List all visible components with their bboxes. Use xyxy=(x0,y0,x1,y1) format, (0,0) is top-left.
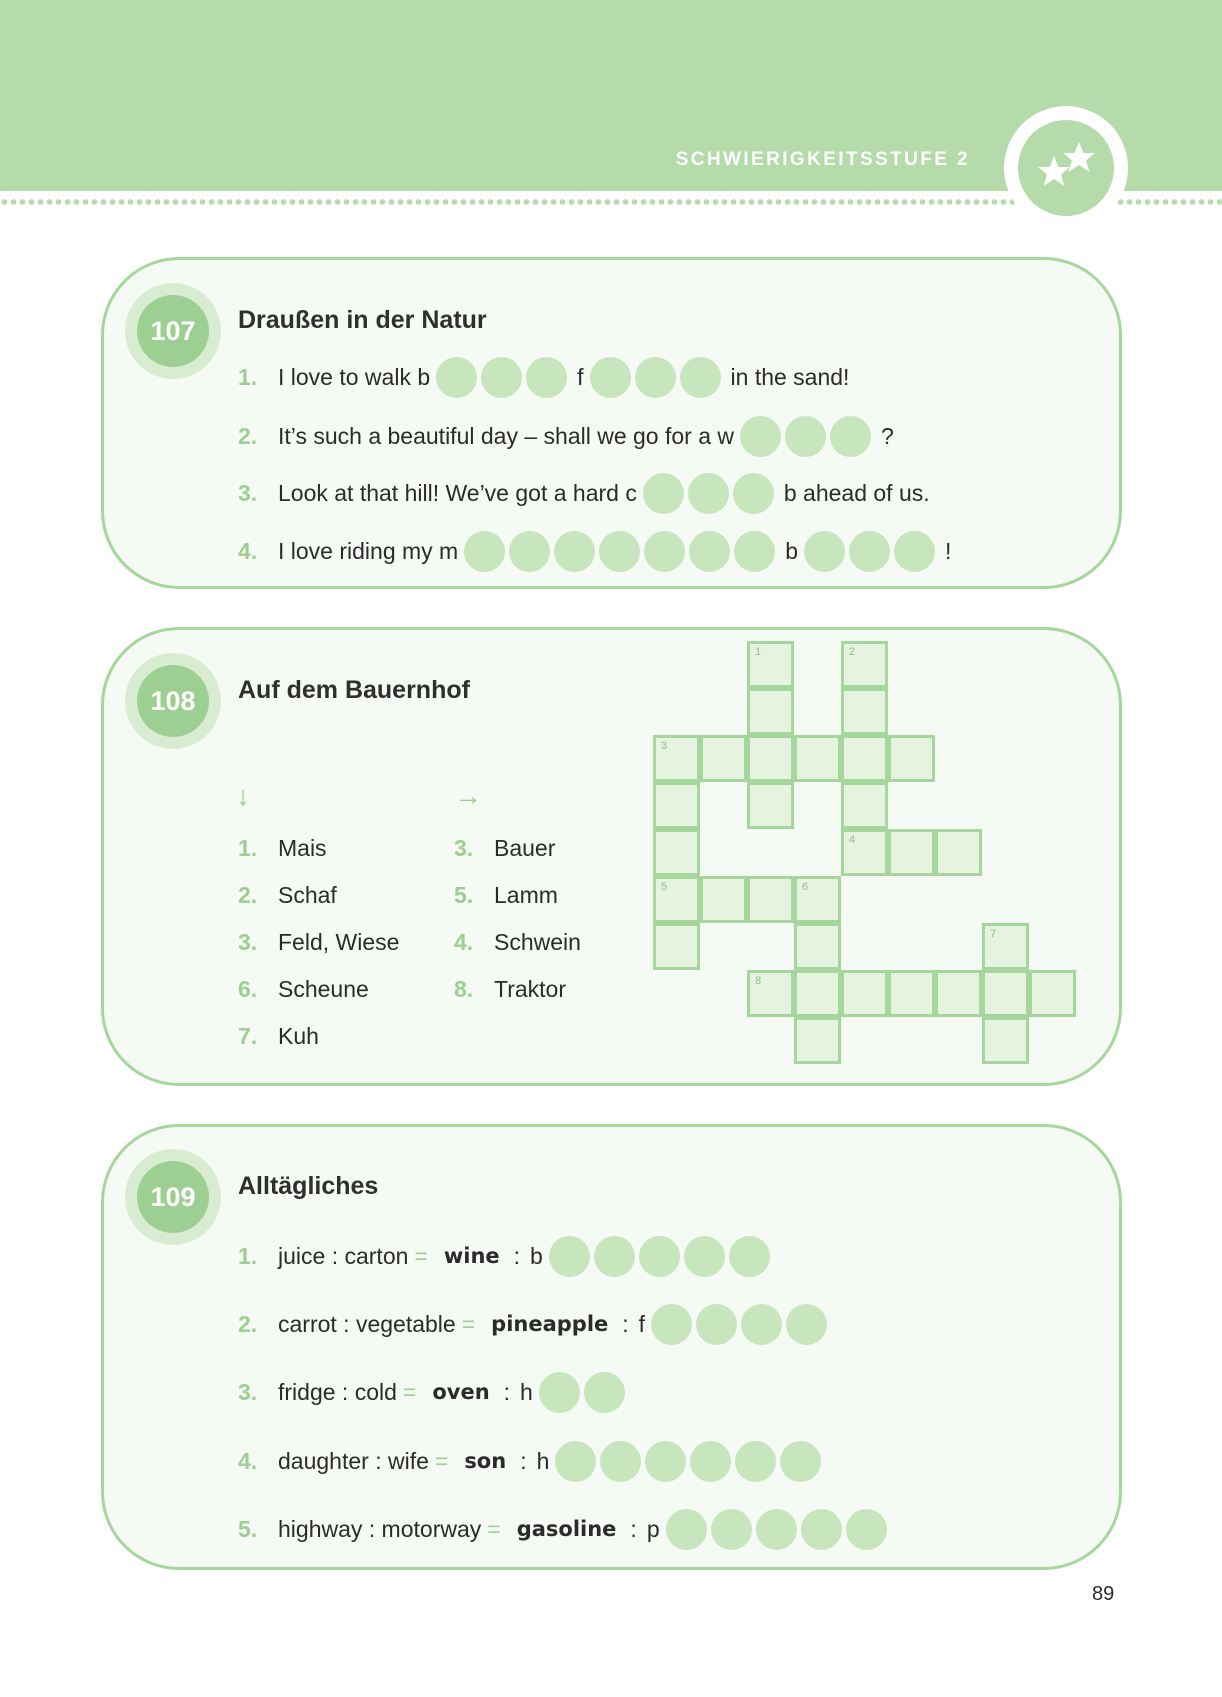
letter-slot[interactable] xyxy=(801,1509,842,1550)
crossword-cell[interactable] xyxy=(841,782,888,829)
letter-slot[interactable] xyxy=(643,473,684,514)
crossword-cell[interactable] xyxy=(841,829,888,876)
letter-slot[interactable] xyxy=(539,1372,580,1413)
sentence-text: It’s such a beautiful day – shall we go for a w xyxy=(278,422,735,449)
crossword-clue-number: 8 xyxy=(755,975,762,987)
colon: : xyxy=(622,1310,629,1337)
analogy-pair: juice : carton xyxy=(278,1242,409,1269)
answer-letter-slots xyxy=(804,531,939,572)
analogy-line xyxy=(238,1371,635,1413)
letter-slot[interactable] xyxy=(526,357,567,398)
letter-slot[interactable] xyxy=(594,1236,635,1277)
answer-letter-slots xyxy=(436,357,571,398)
letter-slot[interactable] xyxy=(733,473,774,514)
crossword-cell[interactable] xyxy=(653,923,700,970)
clue-text: Bauer xyxy=(494,834,556,861)
letter-slot[interactable] xyxy=(666,1509,707,1550)
difficulty-level-label: SCHWIERIGKEITSSTUFE 2 xyxy=(675,149,970,170)
equals-sign: = xyxy=(461,1310,476,1337)
crossword-cell[interactable] xyxy=(935,970,982,1017)
letter-slot[interactable] xyxy=(639,1236,680,1277)
colon: : xyxy=(513,1242,521,1269)
clue-text: Scheune xyxy=(278,975,369,1002)
clue-text: Schwein xyxy=(494,928,581,955)
down-clue xyxy=(238,973,369,1005)
letter-slot[interactable] xyxy=(464,531,505,572)
sentence-text: in the sand! xyxy=(730,363,850,390)
start-letter: p xyxy=(646,1515,660,1542)
crossword-clue-number: 1 xyxy=(755,646,762,658)
item-number: 3. xyxy=(238,479,258,506)
colon: : xyxy=(520,1447,527,1474)
letter-slot[interactable] xyxy=(684,1236,725,1277)
letter-slot[interactable] xyxy=(555,1441,596,1482)
crossword-cell[interactable] xyxy=(653,782,700,829)
answer-letter-slots xyxy=(740,416,875,457)
letter-slot[interactable] xyxy=(690,1441,731,1482)
letter-slot[interactable] xyxy=(780,1441,821,1482)
crossword-clue-number: 5 xyxy=(661,881,668,893)
start-letter: h xyxy=(520,1378,533,1405)
crossword-clue-number: 6 xyxy=(802,881,809,893)
item-number: 3. xyxy=(238,1378,258,1405)
equals-sign: = xyxy=(434,1447,449,1474)
letter-slot[interactable] xyxy=(481,357,522,398)
colon: : xyxy=(503,1378,511,1405)
right-arrow-icon: → xyxy=(454,780,482,811)
sentence-text: b ahead of us. xyxy=(783,479,930,506)
exercise-number-badge: 109 xyxy=(125,1149,221,1245)
crossword-cell[interactable] xyxy=(747,735,794,782)
crossword-cell[interactable] xyxy=(841,688,888,735)
crossword-cell[interactable] xyxy=(841,970,888,1017)
letter-slot[interactable] xyxy=(786,1304,827,1345)
crossword-cell[interactable] xyxy=(653,876,700,923)
letter-slot[interactable] xyxy=(651,1304,692,1345)
letter-slot[interactable] xyxy=(849,531,890,572)
sentence-line xyxy=(238,472,930,514)
clue-text: Mais xyxy=(278,834,327,861)
start-letter: f xyxy=(638,1310,646,1337)
clue-number: 8. xyxy=(454,975,474,1002)
item-number: 5. xyxy=(238,1515,258,1542)
start-letter: b xyxy=(530,1242,543,1269)
crossword-cell[interactable] xyxy=(747,782,794,829)
crossword-cell[interactable] xyxy=(747,688,794,735)
clue-text: Lamm xyxy=(494,881,558,908)
item-number: 4. xyxy=(238,537,258,564)
crossword-cell[interactable] xyxy=(935,829,982,876)
analogy-line xyxy=(238,1235,780,1277)
given-word: gasoline xyxy=(516,1517,617,1541)
analogy-pair: daughter : wife xyxy=(278,1447,429,1474)
letter-slot[interactable] xyxy=(635,357,676,398)
clue-text: Kuh xyxy=(278,1022,319,1049)
letter-slot[interactable] xyxy=(644,531,685,572)
down-clue xyxy=(238,926,399,958)
clue-number: 5. xyxy=(454,881,474,908)
item-number: 1. xyxy=(238,1242,258,1269)
down-clue xyxy=(238,832,327,864)
letter-slot[interactable] xyxy=(696,1304,737,1345)
answer-letter-slots xyxy=(549,1236,774,1277)
letter-slot[interactable] xyxy=(729,1236,770,1277)
letter-slot[interactable] xyxy=(584,1372,625,1413)
equals-sign: = xyxy=(402,1378,417,1405)
letter-slot[interactable] xyxy=(590,357,631,398)
letter-slot[interactable] xyxy=(436,357,477,398)
given-word: wine xyxy=(443,1244,500,1268)
given-word: oven xyxy=(432,1380,490,1404)
item-number: 1. xyxy=(238,363,258,390)
crossword-clue-number: 7 xyxy=(990,928,997,940)
item-number: 2. xyxy=(238,422,258,449)
letter-slot[interactable] xyxy=(688,473,729,514)
sentence-line xyxy=(238,530,951,572)
letter-slot[interactable] xyxy=(846,1509,887,1550)
answer-letter-slots xyxy=(666,1509,891,1550)
crossword-cell[interactable] xyxy=(794,970,841,1017)
clue-number: 4. xyxy=(454,928,474,955)
exercise-number-badge: 108 xyxy=(125,653,221,749)
clue-text: Feld, Wiese xyxy=(278,928,400,955)
down-clue xyxy=(238,879,337,911)
exercise-title: Alltägliches xyxy=(238,1172,379,1200)
sentence-text: I love riding my m xyxy=(278,537,459,564)
analogy-line xyxy=(238,1508,897,1550)
sentence-text: b xyxy=(785,537,799,564)
given-word: pineapple xyxy=(491,1312,609,1336)
answer-letter-slots xyxy=(651,1304,831,1345)
analogy-pair: carrot : vegetable xyxy=(278,1310,456,1337)
crossword-cell[interactable] xyxy=(982,1017,1029,1064)
two-stars-icon xyxy=(1004,106,1128,230)
analogy-line xyxy=(238,1303,837,1345)
answer-letter-slots xyxy=(590,357,725,398)
letter-slot[interactable] xyxy=(645,1441,686,1482)
crossword-cell[interactable] xyxy=(841,641,888,688)
clue-number: 7. xyxy=(238,1022,258,1049)
down-arrow-icon: ↓ xyxy=(236,780,250,811)
page-number: 89 xyxy=(1092,1583,1115,1605)
letter-slot[interactable] xyxy=(740,416,781,457)
letter-slot[interactable] xyxy=(600,1441,641,1482)
crossword-cell[interactable] xyxy=(653,829,700,876)
crossword-cell[interactable] xyxy=(700,876,747,923)
colon: : xyxy=(630,1515,637,1542)
clue-number: 1. xyxy=(238,834,258,861)
equals-sign: = xyxy=(487,1515,501,1542)
across-clue xyxy=(454,973,566,1005)
crossword-cell[interactable] xyxy=(888,829,935,876)
crossword-clue-number: 4 xyxy=(849,834,856,846)
crossword-cell[interactable] xyxy=(747,641,794,688)
crossword-cell[interactable] xyxy=(841,735,888,782)
letter-slot[interactable] xyxy=(804,531,845,572)
answer-letter-slots xyxy=(643,473,778,514)
sentence-text: ? xyxy=(881,422,894,449)
crossword-cell[interactable] xyxy=(982,970,1029,1017)
analogy-pair: highway : motorway xyxy=(278,1515,482,1542)
sentence-text: I love to walk b xyxy=(278,363,431,390)
crossword-cell[interactable] xyxy=(982,923,1029,970)
difficulty-badge xyxy=(1004,106,1128,230)
clue-number: 2. xyxy=(238,881,258,908)
crossword-cell[interactable] xyxy=(888,735,935,782)
item-number: 2. xyxy=(238,1310,258,1337)
letter-slot[interactable] xyxy=(554,531,595,572)
crossword-cell[interactable] xyxy=(700,735,747,782)
letter-slot[interactable] xyxy=(599,531,640,572)
crossword-cell[interactable] xyxy=(747,970,794,1017)
answer-letter-slots xyxy=(555,1441,825,1482)
down-clue xyxy=(238,1020,319,1052)
letter-slot[interactable] xyxy=(785,416,826,457)
sentence-text: Look at that hill! We’ve got a hard c xyxy=(278,479,637,506)
sentence-line xyxy=(238,356,849,398)
crossword-cell[interactable] xyxy=(794,1017,841,1064)
across-clue xyxy=(454,926,581,958)
given-word: son xyxy=(464,1449,507,1473)
crossword-clue-number: 3 xyxy=(661,740,668,752)
crossword-cell[interactable] xyxy=(747,876,794,923)
clue-number: 6. xyxy=(238,975,258,1002)
letter-slot[interactable] xyxy=(680,357,721,398)
crossword-clue-number: 2 xyxy=(849,646,856,658)
answer-letter-slots xyxy=(539,1372,629,1413)
letter-slot[interactable] xyxy=(734,531,775,572)
crossword-cell[interactable] xyxy=(794,923,841,970)
sentence-line xyxy=(238,415,894,457)
letter-slot[interactable] xyxy=(711,1509,752,1550)
letter-slot[interactable] xyxy=(509,531,550,572)
crossword-cell[interactable] xyxy=(1029,970,1076,1017)
crossword-cell[interactable] xyxy=(653,735,700,782)
clue-number: 3. xyxy=(238,928,258,955)
exercise-title: Draußen in der Natur xyxy=(238,306,487,334)
clue-number: 3. xyxy=(454,834,474,861)
equals-sign: = xyxy=(414,1242,428,1269)
analogy-pair: fridge : cold xyxy=(278,1378,397,1405)
exercise-number-badge: 107 xyxy=(125,283,221,379)
across-clue xyxy=(454,832,555,864)
answer-letter-slots xyxy=(464,531,779,572)
letter-slot[interactable] xyxy=(830,416,871,457)
item-number: 4. xyxy=(238,1447,258,1474)
across-clue xyxy=(454,879,558,911)
crossword-cell[interactable] xyxy=(794,876,841,923)
sentence-text: ! xyxy=(945,537,952,564)
start-letter: h xyxy=(536,1447,550,1474)
clue-text: Traktor xyxy=(494,975,566,1002)
analogy-line xyxy=(238,1440,831,1482)
letter-slot[interactable] xyxy=(756,1509,797,1550)
crossword-cell[interactable] xyxy=(794,735,841,782)
letter-slot[interactable] xyxy=(735,1441,776,1482)
clue-text: Schaf xyxy=(278,881,337,908)
letter-slot[interactable] xyxy=(689,531,730,572)
letter-slot[interactable] xyxy=(894,531,935,572)
letter-slot[interactable] xyxy=(549,1236,590,1277)
crossword-cell[interactable] xyxy=(888,970,935,1017)
sentence-text: f xyxy=(577,363,584,390)
exercise-title: Auf dem Bauernhof xyxy=(238,676,470,704)
letter-slot[interactable] xyxy=(741,1304,782,1345)
